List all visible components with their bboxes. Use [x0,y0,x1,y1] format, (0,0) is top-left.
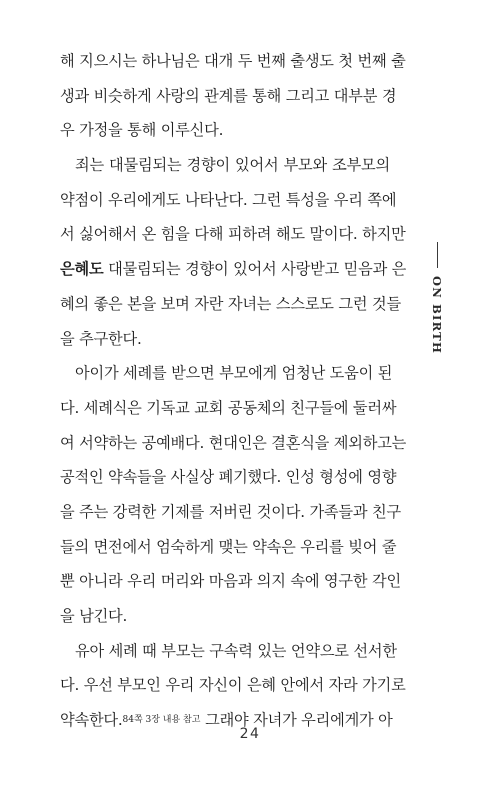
text-line: 혜의 좋은 본을 보며 자란 자녀는 스스로도 그런 것들 [60,294,401,313]
text-line: 을 남긴다. [60,607,128,625]
text-line: 을 주는 강력한 기제를 저버린 것이다. 가족들과 친구 [60,502,401,521]
text-line: 해 지으시는 하나님은 대개 두 번째 출생도 첫 번째 출 [60,52,406,70]
text-line: 다. 세례식은 기독교 교회 공동체의 친구들에 둘러싸 [60,398,397,417]
side-rule [437,242,438,268]
text-line: 죄는 대물림되는 경향이 있어서 부모와 조부모의 [75,156,390,175]
text-line: 들의 면전에서 엄숙하게 맺는 약속은 우리를 빚어 줄 [60,537,397,556]
text-line [60,252,407,287]
chapter-side-label: ON BIRTH [430,276,444,355]
text-line: 우 가정을 통해 이루신다. [60,121,224,140]
text-line-end: 그래야 자녀가 우리에게가 아 [205,711,393,730]
text-line: 유아 세례 때 부모는 구속력 있는 언약으로 선서한 [75,641,397,660]
page-number: 24 [239,726,261,742]
text-line: 을 추구한다. [60,329,142,348]
text-line: 다. 우선 부모인 우리 자신이 은혜 안에서 자라 가기로 [60,676,406,695]
text-line: 약점이 우리에게도 나타난다. 그런 특성을 우리 쪽에 [60,190,397,209]
text-line: 여 서약하는 공예배다. 현대인은 결혼식을 제외하고는 [60,433,407,452]
body-text [60,44,407,738]
emphasis-word: 은혜도 [60,260,104,279]
text-line: 서 싫어해서 온 힘을 다해 피하려 해도 말이다. 하지만 [60,225,406,244]
text-line-start: 약속한다. [60,711,123,730]
reference-note: 84쪽 3장 내용 참고 [122,715,201,726]
text-line: 공적인 약속들을 사실상 폐기했다. 인성 형성에 영향 [60,468,397,487]
text-line: 아이가 세례를 받으면 부모에게 엄청난 도움이 된 [75,364,393,383]
text-line: 생과 비슷하게 사랑의 관계를 통해 그리고 대부분 경 [60,86,397,105]
text-line-rest: 대물림되는 경향이 있어서 사랑받고 믿음과 은 [108,260,407,279]
text-line: 뿐 아니라 우리 머리와 마음과 의지 속에 영구한 각인 [60,572,401,591]
